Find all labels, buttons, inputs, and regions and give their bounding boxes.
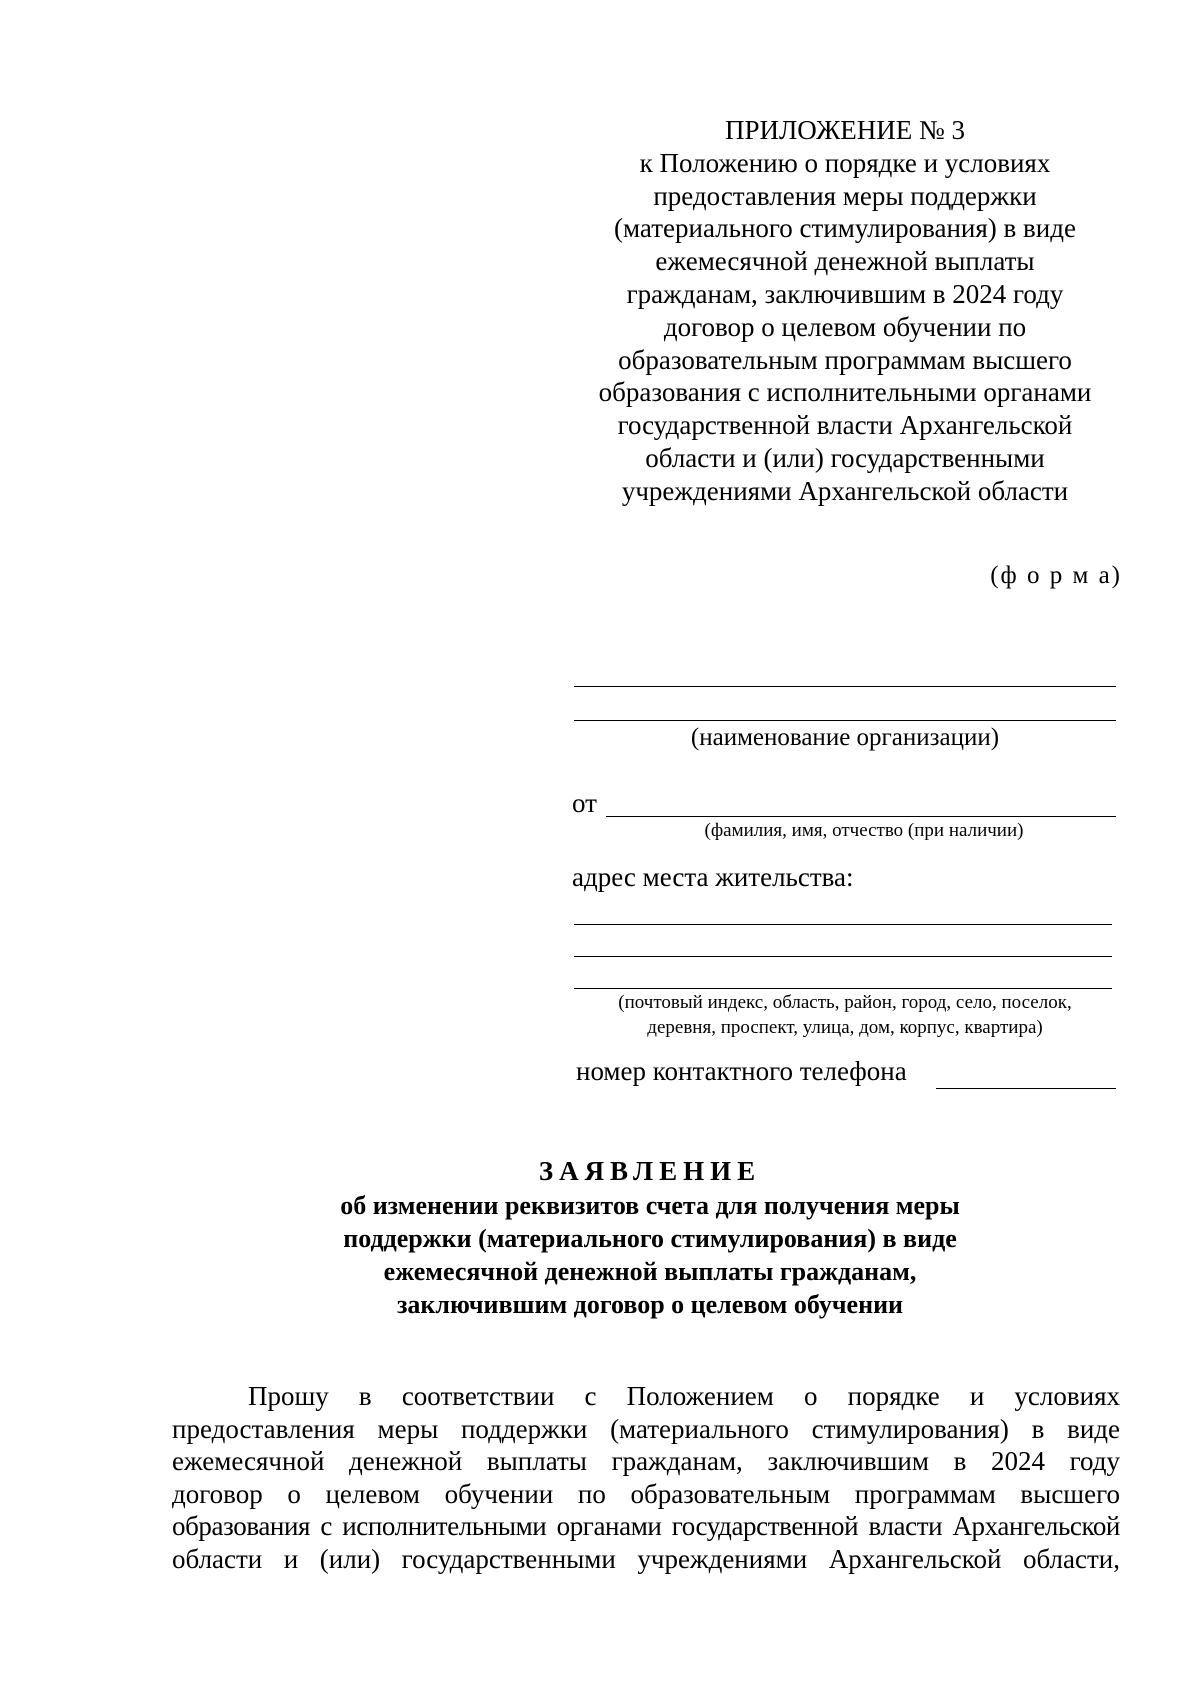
body-line: договор о целевом обучении по образовательным программам высшего <box>172 1478 1120 1509</box>
statement-title: ЗАЯВЛЕНИЕ <box>538 1156 762 1186</box>
statement-heading <box>180 1153 1120 1321</box>
address-caption <box>574 990 1116 1040</box>
address-caption-line-2: деревня, проспект, улица, дом, корпус, квартира) <box>647 1017 1043 1038</box>
full-name-line <box>606 816 1116 817</box>
appendix-line: образования с исполнительными органами <box>598 377 1092 408</box>
from-label: от <box>572 788 597 818</box>
appendix-line: государственной власти Архангельской <box>617 410 1073 441</box>
appendix-line: области и (или) государственными <box>645 442 1045 473</box>
appendix-line: договор о целевом обучении по <box>663 311 1027 342</box>
body-line: ежемесячной денежной выплаты гражданам, заключившим в 2024 году <box>172 1446 1120 1476</box>
org-name-caption: (наименование организации) <box>690 724 1000 751</box>
address-caption-line-1: (почтовый индекс, область, район, город, село, поселок, <box>618 992 1072 1013</box>
address-line-3 <box>574 988 1112 989</box>
form-label: (ф о р м а) <box>990 562 1122 589</box>
statement-body <box>172 1380 1120 1575</box>
body-line: образования с исполнительными органами государственной власти Архангельской <box>172 1511 1120 1541</box>
org-name-line-2 <box>574 720 1116 721</box>
body-line: Прошу в соответствии с Положением о порядке и условиях <box>248 1381 1120 1411</box>
address-label: адрес места жительства: <box>572 862 854 892</box>
address-line-1 <box>574 924 1112 925</box>
statement-subtitle-line: об изменении реквизитов счета для получения меры <box>340 1191 960 1220</box>
address-line-2 <box>574 956 1112 957</box>
body-line: предоставления меры поддержки (материального стимулирования) в виде <box>172 1413 1120 1444</box>
appendix-line: гражданам, заключившим в 2024 году <box>626 278 1064 309</box>
appendix-line: предоставления меры поддержки <box>653 180 1037 211</box>
phone-label: номер контактного телефона <box>576 1056 907 1086</box>
appendix-line: к Положению о порядке и условиях <box>639 147 1051 178</box>
statement-subtitle-line: заключившим договор о целевом обучении <box>396 1290 904 1319</box>
appendix-line: образовательным программам высшего <box>618 344 1072 375</box>
statement-subtitle-line: ежемесячной денежной выплаты гражданам, <box>383 1257 917 1286</box>
phone-line <box>936 1088 1116 1089</box>
org-name-line-1 <box>574 686 1116 687</box>
full-name-caption: (фамилия, имя, отчество (при наличии) <box>704 820 1024 841</box>
statement-subtitle-line: поддержки (материального стимулирования) в виде <box>343 1224 957 1253</box>
appendix-line: (материального стимулирования) в виде <box>614 213 1076 244</box>
appendix-line: учреждениями Архангельской области <box>621 475 1069 506</box>
appendix-line: ежемесячной денежной выплаты <box>655 246 1035 277</box>
appendix-title: ПРИЛОЖЕНИЕ № 3 <box>724 115 966 145</box>
body-line: области и (или) государственными учреждениями Архангельской области, <box>172 1543 1120 1574</box>
appendix-header <box>580 114 1110 508</box>
